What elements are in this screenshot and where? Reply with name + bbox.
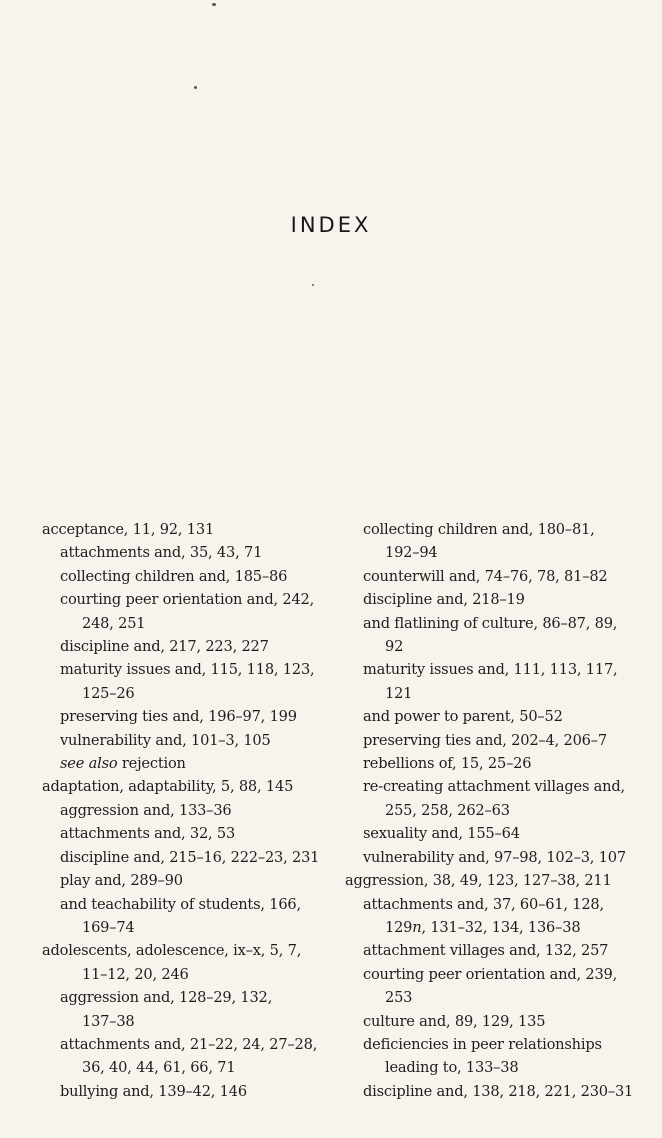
index-continuation: 125–26 <box>82 684 135 702</box>
index-subentry: maturity issues and, 115, 118, 123, <box>60 661 315 679</box>
index-continuation <box>345 916 645 939</box>
index-subentry: collecting children and, 180–81, <box>363 521 595 538</box>
index-subentry: courting peer orientation and, 242, <box>60 591 315 609</box>
index-subentry: discipline and, 218–19 <box>363 591 525 609</box>
index-continuation: 121 <box>385 684 413 702</box>
index-subentry: courting peer orientation and, 239, <box>363 965 618 983</box>
index-heading: acceptance, 11, 92, 131 <box>42 521 215 538</box>
see-also-label: see also <box>60 755 118 773</box>
index-subentry: and flatlining of culture, 86–87, 89, <box>363 614 618 632</box>
index-subentry: aggression and, 133–36 <box>60 801 232 819</box>
scan-speck <box>194 86 197 89</box>
index-continuation: 11–12, 20, 246 <box>82 965 189 983</box>
index-subentry: preserving ties and, 202–4, 206–7 <box>363 731 607 749</box>
index-entry-text: , 131–32, 134, 136–38 <box>421 918 581 936</box>
scan-speck <box>212 3 216 6</box>
index-subentry: re-creating attachment villages and, <box>363 778 625 796</box>
index-subentry: counterwill and, 74–76, 78, 81–82 <box>363 567 608 585</box>
index-continuation: 192–94 <box>385 544 438 562</box>
index-subentry: discipline and, 215–16, 222–23, 231 <box>60 848 320 866</box>
index-column-right <box>345 518 645 1103</box>
index-subentry <box>42 752 342 775</box>
index-subentry: attachments and, 37, 60–61, 128, <box>363 895 604 913</box>
scan-speck <box>312 284 314 286</box>
index-heading: adolescents, adolescence, ix–x, 5, 7, <box>42 942 302 960</box>
page-title: INDEX <box>290 213 372 237</box>
index-subentry: discipline and, 217, 223, 227 <box>60 638 269 656</box>
index-subentry: deficiencies in peer relationships <box>363 1035 602 1053</box>
index-subentry: attachments and, 32, 53 <box>60 825 236 843</box>
index-subentry: and teachability of students, 166, <box>60 895 301 913</box>
index-continuation: 92 <box>385 638 404 656</box>
index-continuation: 137–38 <box>82 1012 135 1030</box>
index-subentry: sexuality and, 155–64 <box>363 825 520 843</box>
index-continuation: 169–74 <box>82 918 135 936</box>
index-subentry: rebellions of, 15, 25–26 <box>363 755 532 773</box>
index-subentry: vulnerability and, 97–98, 102–3, 107 <box>363 848 626 866</box>
index-column-left <box>42 518 342 1103</box>
index-subentry: and power to parent, 50–52 <box>363 708 563 726</box>
index-continuation: 36, 40, 44, 61, 66, 71 <box>82 1059 236 1077</box>
index-subentry: attachments and, 35, 43, 71 <box>60 544 263 562</box>
index-subentry: preserving ties and, 196–97, 199 <box>60 708 297 726</box>
index-subentry: vulnerability and, 101–3, 105 <box>60 731 271 749</box>
index-subentry: attachment villages and, 132, 257 <box>363 942 609 960</box>
index-subentry: play and, 289–90 <box>60 872 183 890</box>
index-subentry: discipline and, 138, 218, 221, 230–31 <box>363 1082 634 1100</box>
index-subentry: aggression and, 128–29, 132, <box>60 989 273 1007</box>
index-continuation: 255, 258, 262–63 <box>385 801 510 819</box>
index-subentry: maturity issues and, 111, 113, 117, <box>363 661 618 679</box>
index-heading: aggression, 38, 49, 123, 127–38, 211 <box>345 872 612 890</box>
index-entry-text: rejection <box>117 755 186 773</box>
note-marker: n <box>412 918 422 936</box>
index-entry-text: 129 <box>385 918 413 936</box>
index-continuation: 253 <box>385 989 413 1007</box>
index-subentry: collecting children and, 185–86 <box>60 567 288 585</box>
index-subentry: bullying and, 139–42, 146 <box>60 1082 247 1100</box>
index-continuation: 248, 251 <box>82 614 146 632</box>
index-subentry: attachments and, 21–22, 24, 27–28, <box>60 1035 318 1053</box>
index-continuation: leading to, 133–38 <box>385 1059 519 1077</box>
index-subentry: culture and, 89, 129, 135 <box>363 1012 546 1030</box>
index-heading: adaptation, adaptability, 5, 88, 145 <box>42 778 294 796</box>
